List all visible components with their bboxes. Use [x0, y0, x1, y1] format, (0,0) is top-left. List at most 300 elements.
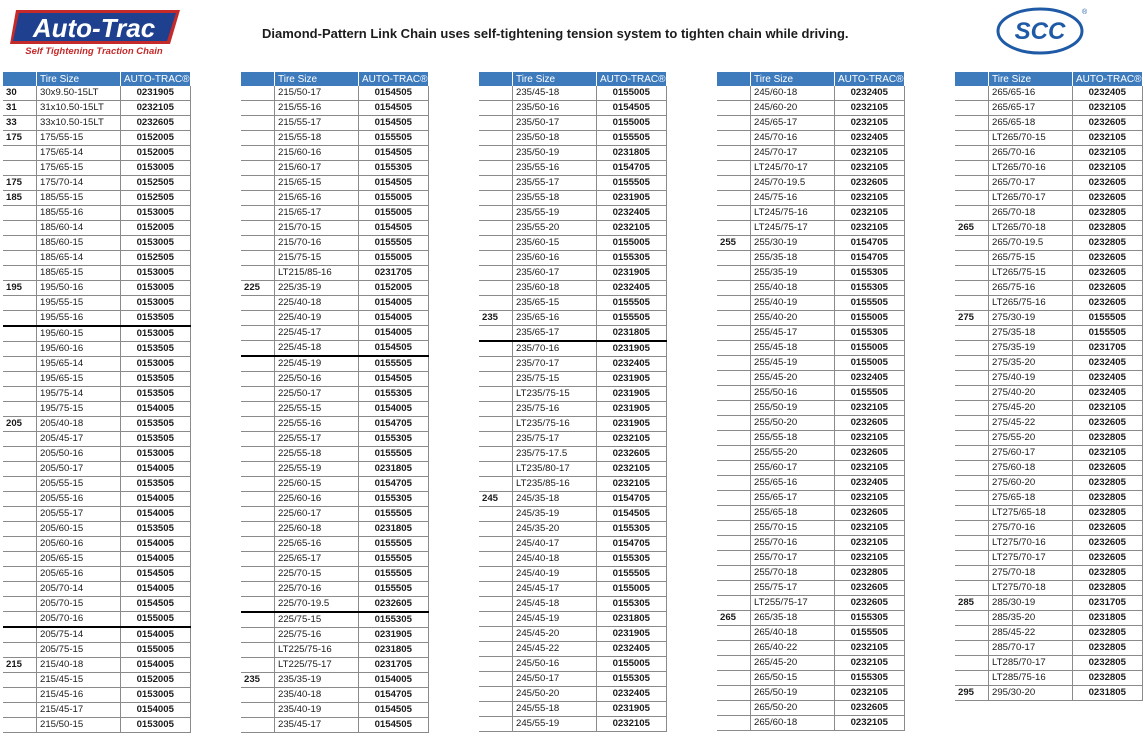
size-group-label: [955, 146, 989, 161]
tire-size-cell: 255/45-17: [751, 326, 835, 341]
table-row: [955, 101, 1142, 116]
part-number-cell: 0154705: [597, 537, 667, 552]
part-number-cell: 0232105: [835, 431, 905, 446]
size-group-label: [479, 402, 513, 417]
tire-size-cell: 255/40-19: [751, 296, 835, 311]
size-group-label: [717, 476, 751, 491]
tire-size-cell: 235/75-16: [513, 402, 597, 417]
tire-table-column-2: [241, 72, 429, 733]
part-number-cell: 0154505: [359, 116, 429, 131]
size-group-label: [479, 567, 513, 582]
table-row: [241, 341, 428, 357]
part-number-cell: 0154505: [359, 221, 429, 236]
table-header-row: [3, 72, 190, 86]
part-number-cell: 0232605: [1073, 521, 1143, 536]
tire-size-cell: 225/70-15: [275, 567, 359, 582]
table-row: [3, 492, 190, 507]
part-number-cell: 0155005: [121, 643, 191, 658]
tire-size-cell: 265/35-18: [751, 611, 835, 626]
size-group-label: [3, 146, 37, 161]
tire-size-cell: LT245/75-17: [751, 221, 835, 236]
tire-size-cell: 205/40-18: [37, 417, 121, 432]
size-group-label: [955, 191, 989, 206]
size-group-label: [479, 447, 513, 462]
part-number-cell: 0232805: [1073, 671, 1143, 686]
size-group-label: [3, 522, 37, 537]
table-row: [241, 402, 428, 417]
size-group-label: [955, 176, 989, 191]
part-number-cell: 0155305: [835, 266, 905, 281]
table-row: [241, 703, 428, 718]
tire-size-cell: 265/75-16: [989, 281, 1073, 296]
part-number-cell: 0155505: [597, 296, 667, 311]
size-group-label: [717, 506, 751, 521]
part-number-cell: 0155005: [359, 191, 429, 206]
table-row: [717, 206, 904, 221]
tire-size-cell: 245/45-18: [513, 597, 597, 612]
tire-size-cell: 235/60-17: [513, 266, 597, 281]
size-group-label: [479, 221, 513, 236]
part-number-cell: 0154005: [121, 402, 191, 417]
table-row: [955, 521, 1142, 536]
tire-size-cell: 255/35-19: [751, 266, 835, 281]
size-group-label: [717, 146, 751, 161]
size-group-label: [717, 581, 751, 596]
tire-size-cell: 225/65-16: [275, 537, 359, 552]
part-number-cell: 0154005: [121, 537, 191, 552]
tire-size-cell: 225/55-17: [275, 432, 359, 447]
tire-size-cell: 225/35-19: [275, 281, 359, 296]
tire-size-cell: 225/60-15: [275, 477, 359, 492]
part-number-cell: 0155305: [835, 671, 905, 686]
size-group-label: [717, 596, 751, 611]
size-group-label: [717, 116, 751, 131]
table-row: [955, 161, 1142, 176]
tire-size-cell: 275/30-19: [989, 311, 1073, 326]
table-row: [3, 372, 190, 387]
table-row: [955, 536, 1142, 551]
part-number-cell: 0231805: [597, 146, 667, 161]
table-row: [955, 401, 1142, 416]
size-group-label: [717, 131, 751, 146]
part-number-cell: 0232105: [835, 551, 905, 566]
table-row: [717, 551, 904, 566]
size-group-label: 235: [241, 673, 275, 688]
table-row: [241, 688, 428, 703]
tire-size-cell: 205/60-16: [37, 537, 121, 552]
part-number-cell: 0232105: [1073, 161, 1143, 176]
table-row: [479, 597, 666, 612]
part-number-cell: 0232105: [835, 536, 905, 551]
size-group-label: [3, 492, 37, 507]
auto-trac-header: AUTO-TRAC®: [121, 72, 191, 86]
table-row: [241, 251, 428, 266]
size-group-label: [241, 236, 275, 251]
table-header-row: [717, 72, 904, 86]
tire-size-cell: 235/75-17.5: [513, 447, 597, 462]
tire-size-cell: 235/50-19: [513, 146, 597, 161]
size-group-label: [3, 372, 37, 387]
tire-size-cell: 235/55-17: [513, 176, 597, 191]
size-group-label: [717, 716, 751, 731]
tire-size-cell: 215/55-18: [275, 131, 359, 146]
table-row: [3, 643, 190, 658]
table-row: [3, 357, 190, 372]
table-row: [241, 86, 428, 101]
tire-size-cell: 205/75-14: [37, 627, 121, 643]
part-number-cell: 0155305: [597, 597, 667, 612]
size-group-label: [241, 417, 275, 432]
table-row: [479, 266, 666, 281]
size-group-label: 185: [3, 191, 37, 206]
table-row: [717, 461, 904, 476]
tire-size-cell: 185/55-15: [37, 191, 121, 206]
size-group-label: 265: [955, 221, 989, 236]
table-row: [479, 417, 666, 432]
table-row: [717, 401, 904, 416]
table-row: [3, 402, 190, 417]
size-group-label: [3, 221, 37, 236]
table-row: [241, 522, 428, 537]
size-group-label: [955, 326, 989, 341]
tire-size-cell: 215/55-16: [275, 101, 359, 116]
tire-size-cell: 205/45-17: [37, 432, 121, 447]
table-row: [717, 446, 904, 461]
part-number-cell: 0153505: [121, 417, 191, 432]
part-number-cell: 0154005: [121, 492, 191, 507]
part-number-cell: 0232605: [359, 597, 429, 613]
table-row: [479, 86, 666, 101]
size-group-label: [241, 447, 275, 462]
size-group-label: [717, 386, 751, 401]
tire-size-cell: 225/55-18: [275, 447, 359, 462]
table-row: [717, 566, 904, 581]
tire-size-cell: 185/65-15: [37, 266, 121, 281]
table-row: [717, 506, 904, 521]
size-group-label: [479, 191, 513, 206]
table-row: [955, 581, 1142, 596]
table-row: [241, 176, 428, 191]
tire-size-cell: 205/65-15: [37, 552, 121, 567]
part-number-cell: 0231805: [1073, 686, 1143, 701]
tire-size-cell: 245/75-16: [751, 191, 835, 206]
size-group-label: [241, 552, 275, 567]
size-group-label: [479, 86, 513, 101]
part-number-cell: 0231905: [597, 402, 667, 417]
tire-size-cell: 255/70-16: [751, 536, 835, 551]
part-number-cell: 0232405: [835, 86, 905, 101]
table-row: [241, 597, 428, 613]
part-number-cell: 0155505: [597, 311, 667, 326]
table-row: [479, 717, 666, 732]
size-group-label: [717, 401, 751, 416]
part-number-cell: 0154705: [597, 492, 667, 507]
tire-size-header: Tire Size: [513, 72, 597, 86]
tire-size-cell: 235/45-18: [513, 86, 597, 101]
size-group-label: [241, 372, 275, 387]
part-number-cell: 0154005: [121, 462, 191, 477]
part-number-cell: 0232805: [1073, 506, 1143, 521]
size-group-label: [955, 386, 989, 401]
part-number-cell: 0155005: [359, 251, 429, 266]
tire-size-cell: 215/45-17: [37, 703, 121, 718]
table-row: [241, 296, 428, 311]
tire-size-table: [955, 72, 1143, 701]
tire-size-cell: 215/65-16: [275, 191, 359, 206]
part-number-cell: 0152005: [359, 281, 429, 296]
tire-size-table: [3, 72, 191, 733]
size-group-label: [955, 86, 989, 101]
part-number-cell: 0232605: [835, 176, 905, 191]
size-group-label: [241, 341, 275, 357]
auto-trac-logo: [10, 6, 182, 58]
size-group-label: [241, 326, 275, 341]
part-number-cell: 0153005: [121, 296, 191, 311]
part-number-cell: 0153005: [121, 326, 191, 342]
tire-size-cell: 285/70-17: [989, 641, 1073, 656]
tire-size-cell: 265/65-16: [989, 86, 1073, 101]
part-number-cell: 0154505: [359, 703, 429, 718]
part-number-cell: 0153505: [121, 387, 191, 402]
table-row: [479, 642, 666, 657]
table-row: [3, 703, 190, 718]
table-row: [955, 551, 1142, 566]
size-group-label: [479, 597, 513, 612]
table-row: [479, 191, 666, 206]
part-number-cell: 0232605: [1073, 176, 1143, 191]
size-group-label: [241, 688, 275, 703]
table-row: [955, 626, 1142, 641]
table-row: [717, 716, 904, 731]
size-group-label: [241, 492, 275, 507]
tire-size-cell: LT285/75-16: [989, 671, 1073, 686]
tire-size-cell: LT245/70-17: [751, 161, 835, 176]
part-number-cell: 0154005: [359, 402, 429, 417]
size-group-label: [479, 642, 513, 657]
part-number-cell: 0231805: [359, 462, 429, 477]
size-group-label: [717, 521, 751, 536]
part-number-cell: 0232105: [835, 716, 905, 731]
table-row: [241, 326, 428, 341]
tire-size-cell: 205/70-15: [37, 597, 121, 612]
part-number-cell: 0232805: [1073, 656, 1143, 671]
size-group-label: [241, 718, 275, 733]
tire-size-cell: 275/45-22: [989, 416, 1073, 431]
size-group-label: [3, 537, 37, 552]
auto-trac-header: AUTO-TRAC®: [835, 72, 905, 86]
tire-size-cell: 245/35-18: [513, 492, 597, 507]
table-row: [241, 281, 428, 296]
tire-size-cell: LT235/80-17: [513, 462, 597, 477]
table-row: [479, 357, 666, 372]
table-row: [479, 221, 666, 236]
size-group-label: [717, 656, 751, 671]
size-group-label: [479, 522, 513, 537]
table-row: [717, 521, 904, 536]
size-group-label: [955, 296, 989, 311]
tire-size-cell: 265/40-18: [751, 626, 835, 641]
tire-size-cell: 245/45-22: [513, 642, 597, 657]
table-row: [479, 507, 666, 522]
table-row: [717, 86, 904, 101]
table-row: [955, 146, 1142, 161]
tire-size-cell: LT245/75-16: [751, 206, 835, 221]
part-number-cell: 0155305: [835, 281, 905, 296]
table-row: [3, 552, 190, 567]
table-row: [3, 432, 190, 447]
tire-size-cell: 245/35-19: [513, 507, 597, 522]
size-group-label: [3, 447, 37, 462]
tire-size-cell: 235/75-17: [513, 432, 597, 447]
tire-size-cell: 235/55-16: [513, 161, 597, 176]
size-group-label: [479, 131, 513, 146]
size-group-label: [955, 656, 989, 671]
part-number-cell: 0155005: [597, 116, 667, 131]
table-row: [717, 296, 904, 311]
tire-size-cell: 245/45-19: [513, 612, 597, 627]
tire-size-cell: LT225/75-17: [275, 658, 359, 673]
table-row: [717, 341, 904, 356]
size-group-label: [479, 116, 513, 131]
part-number-cell: 0155505: [835, 386, 905, 401]
table-row: [717, 416, 904, 431]
size-group-label: [241, 612, 275, 628]
table-row: [479, 492, 666, 507]
part-number-cell: 0155305: [359, 387, 429, 402]
part-number-cell: 0231905: [597, 627, 667, 642]
table-row: [479, 387, 666, 402]
size-group-label: [717, 86, 751, 101]
tire-size-cell: 225/55-19: [275, 462, 359, 477]
size-group-label: [717, 251, 751, 266]
part-number-cell: 0231805: [597, 326, 667, 342]
table-row: [241, 477, 428, 492]
part-number-cell: 0155305: [597, 251, 667, 266]
size-group-label: [3, 582, 37, 597]
table-row: [3, 658, 190, 673]
part-number-cell: 0154505: [121, 597, 191, 612]
size-group-label: [3, 311, 37, 327]
part-number-cell: 0232605: [1073, 251, 1143, 266]
part-number-cell: 0231805: [359, 522, 429, 537]
size-group-label: [241, 161, 275, 176]
size-group-label: [3, 357, 37, 372]
tire-size-cell: LT265/75-15: [989, 266, 1073, 281]
part-number-cell: 0154005: [121, 507, 191, 522]
part-number-cell: 0232105: [835, 491, 905, 506]
part-number-cell: 0155505: [835, 296, 905, 311]
table-row: [955, 596, 1142, 611]
part-number-cell: 0155005: [597, 657, 667, 672]
size-group-label: [479, 296, 513, 311]
table-row: [479, 657, 666, 672]
size-group-label: [241, 628, 275, 643]
part-number-cell: 0152505: [121, 191, 191, 206]
tire-size-cell: 265/70-17: [989, 176, 1073, 191]
part-number-cell: 0152505: [121, 251, 191, 266]
table-row: [955, 656, 1142, 671]
table-row: [241, 612, 428, 628]
table-row: [479, 432, 666, 447]
tire-size-cell: 275/70-16: [989, 521, 1073, 536]
table-row: [955, 296, 1142, 311]
part-number-cell: 0232605: [1073, 536, 1143, 551]
tire-size-cell: 215/50-17: [275, 86, 359, 101]
tire-size-cell: 175/70-14: [37, 176, 121, 191]
size-group-label: [479, 236, 513, 251]
size-group-label: 175: [3, 176, 37, 191]
table-row: [955, 446, 1142, 461]
size-group-label: 275: [955, 311, 989, 326]
part-number-cell: 0153005: [121, 281, 191, 296]
size-group-label: 30: [3, 86, 37, 101]
table-header-row: [955, 72, 1142, 86]
section-header: [3, 72, 37, 86]
table-row: [479, 462, 666, 477]
size-group-label: [479, 612, 513, 627]
tire-size-cell: 245/35-20: [513, 522, 597, 537]
tire-size-cell: 235/55-18: [513, 191, 597, 206]
auto-trac-header: AUTO-TRAC®: [597, 72, 667, 86]
size-group-label: [717, 371, 751, 386]
table-row: [479, 176, 666, 191]
size-group-label: [3, 673, 37, 688]
part-number-cell: 0155305: [597, 522, 667, 537]
tire-size-table: [717, 72, 905, 731]
size-group-label: [3, 161, 37, 176]
tire-size-cell: LT265/70-17: [989, 191, 1073, 206]
size-group-label: [479, 582, 513, 597]
table-row: [241, 161, 428, 176]
size-group-label: [955, 206, 989, 221]
table-row: [479, 612, 666, 627]
table-row: [955, 611, 1142, 626]
part-number-cell: 0155505: [1073, 326, 1143, 341]
part-number-cell: 0232605: [121, 116, 191, 131]
part-number-cell: 0231805: [597, 612, 667, 627]
tire-size-cell: 285/45-22: [989, 626, 1073, 641]
size-group-label: [479, 251, 513, 266]
size-group-label: [717, 686, 751, 701]
tire-size-cell: 225/45-18: [275, 341, 359, 357]
part-number-cell: 0154505: [359, 176, 429, 191]
tire-size-header: Tire Size: [275, 72, 359, 86]
table-row: [3, 146, 190, 161]
tire-size-cell: 265/50-20: [751, 701, 835, 716]
size-group-label: [717, 161, 751, 176]
tire-size-cell: 235/40-18: [275, 688, 359, 703]
size-group-label: [241, 131, 275, 146]
size-group-label: [479, 462, 513, 477]
tire-size-cell: 245/60-20: [751, 101, 835, 116]
scc-logo: [996, 4, 1088, 56]
tire-size-cell: 255/70-18: [751, 566, 835, 581]
part-number-cell: 0231905: [597, 191, 667, 206]
part-number-cell: 0155005: [835, 341, 905, 356]
part-number-cell: 0154505: [359, 718, 429, 733]
tire-size-cell: LT275/70-18: [989, 581, 1073, 596]
part-number-cell: 0232105: [1073, 401, 1143, 416]
tire-size-cell: 205/70-16: [37, 612, 121, 628]
tire-table-column-3: [479, 72, 667, 732]
part-number-cell: 0232105: [835, 461, 905, 476]
size-group-label: [3, 462, 37, 477]
tire-size-cell: 33x10.50-15LT: [37, 116, 121, 131]
part-number-cell: 0155305: [597, 672, 667, 687]
table-row: [3, 387, 190, 402]
table-row: [479, 146, 666, 161]
size-group-label: [717, 281, 751, 296]
